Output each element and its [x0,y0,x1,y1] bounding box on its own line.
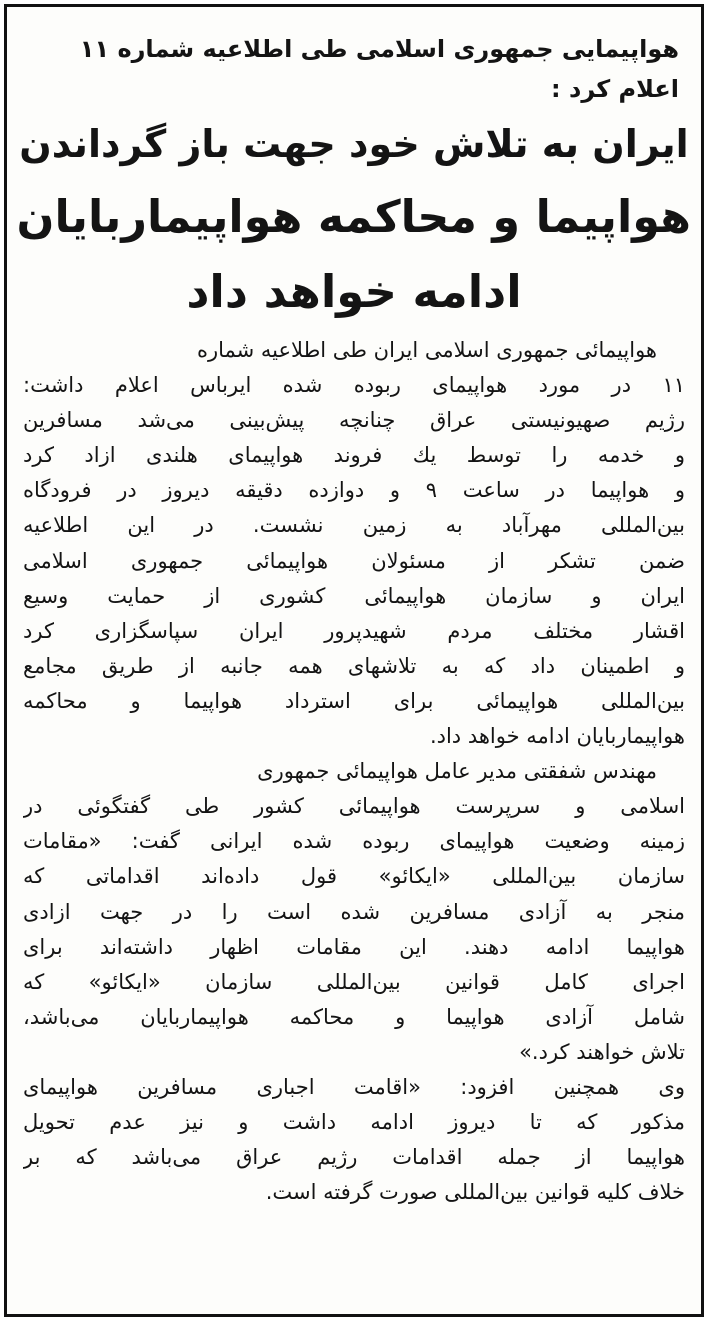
body-line: هواپیما از جمله اقدامات رژیم عراق می‌باشد که بر [23,1145,685,1170]
article-body [23,333,685,1210]
body-line: و خدمه را توسط یك فروند هواپیمای هلندی ازاد کرد [23,443,685,468]
body-line: اسلامی و سرپرست هواپیمائی کشور طی گفتگوئی در [23,794,685,819]
body-line: مذکور که تا دیروز ادامه داشت و نیز عدم تحویل [23,1110,685,1135]
body-line: اجرای کامل قوانین بین‌المللی سازمان «ایکائو» که [23,969,685,994]
body-line: ۱۱ در مورد هواپیمای ربوده شده ایرباس اعلام داشت: [23,373,685,398]
body-line: تلاش خواهند کرد.» [519,1039,685,1064]
body-line: اقشار مختلف مردم شهیدپرور ایران سپاسگزاری کرد [23,618,685,643]
headline-line: ایران به تلاش خود جهت باز گرداندن [19,122,689,166]
newspaper-clipping [4,4,704,1317]
body-line: هواپیماربایان ادامه خواهد داد. [429,724,685,749]
body-line: هواپیمائی جمهوری اسلامی ایران طی اطلاعیه شماره [196,338,657,362]
body-line: و اطمینان داد که به تلاشهای همه جانبه از طریق مجامع [23,653,685,678]
body-line: خلاف کلیه قوانین بین‌المللی صورت گرفته است. [265,1180,685,1205]
kicker-line: اعلام کرد : [551,75,679,103]
body-line: رژیم صهیونیستی عراق چنانچه پیش‌بینی می‌شد مسافرین [23,408,685,433]
body-line: ایران و سازمان هواپیمائی کشوری از حمایت وسیع [23,583,685,608]
headline [17,107,691,329]
body-line: بین‌المللی هواپیمائی برای استرداد هواپیما و محاکمه [23,688,685,713]
kicker [29,29,679,109]
body-line: و هواپیما در ساعت ۹ و دوازده دقیقه دیروز در فرودگاه [23,478,685,503]
kicker-line: هواپیمایی جمهوری اسلامی طی اطلاعیه شماره ۱۱ [79,35,679,63]
headline-line: ادامه خواهد داد [186,265,522,318]
body-line: ضمن تشکر از مسئولان هواپیمائی جمهوری اسلامی [23,548,685,573]
body-line: سازمان بین‌المللی «ایکائو» قول داده‌اند اقداماتی که [23,864,685,889]
body-line: بین‌المللی مهرآباد به زمین نشست. در این اطلاعیه [23,513,685,538]
headline-line: هواپیما و محاکمه هواپیماربایان [16,192,691,243]
body-line: مهندس شفقتی مدیر عامل هواپیمائی جمهوری [257,759,657,784]
body-line: شامل آزادی هواپیما و محاکمه هواپیماربایان می‌باشد، [23,1004,685,1029]
body-line: وی همچنین افزود: «اقامت اجباری مسافرین هواپیمای [23,1074,685,1099]
body-line: زمینه وضعیت هواپیمای ربوده شده ایرانی گفت: «مقامات [23,829,685,854]
body-line: منجر به آزادی مسافرین شده است را در جهت ازادی [23,899,685,924]
body-line: هواپیما ادامه دهند. این مقامات اظهار داشته‌اند برای [23,934,685,959]
